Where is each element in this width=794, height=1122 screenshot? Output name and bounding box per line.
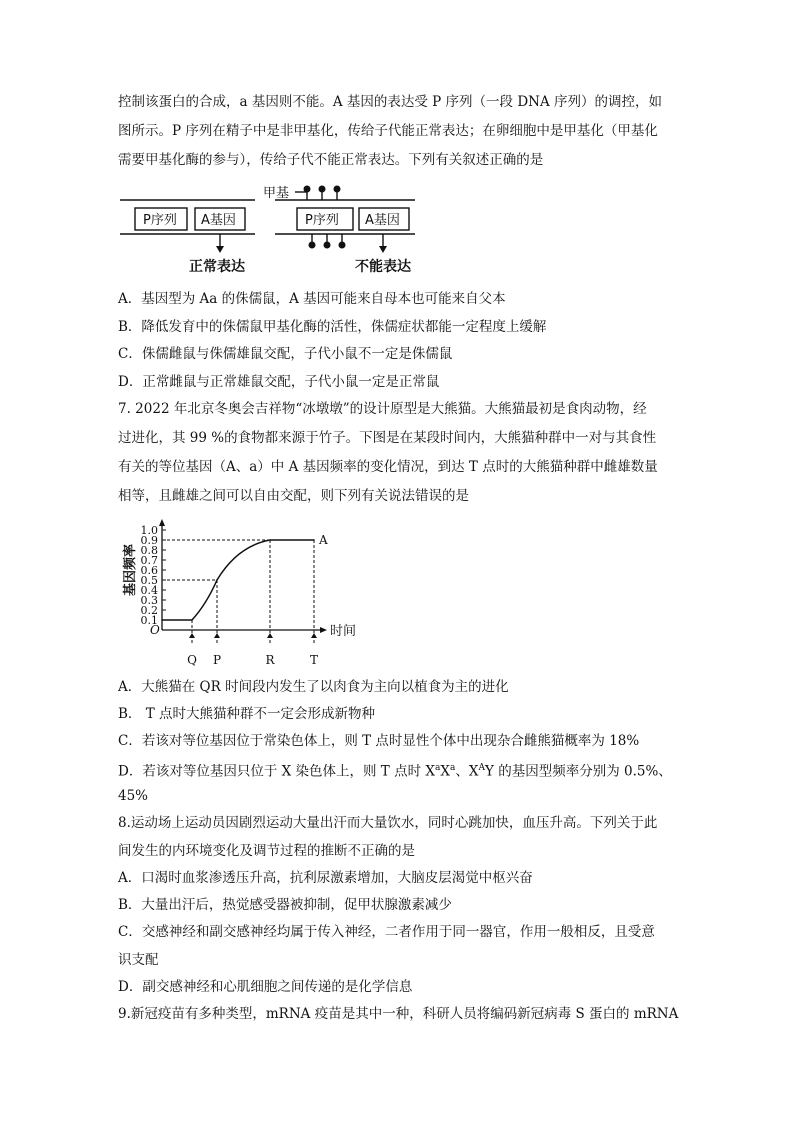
y-tick-label: 0.3 bbox=[140, 594, 158, 607]
normal-expression-label: 正常表达 bbox=[189, 259, 245, 275]
methyl-dot bbox=[339, 242, 346, 249]
q7-option-d-x3: 、X bbox=[455, 763, 479, 780]
q8-option-c-line-1: C．交感神经和副交感神经均属于传入神经，二者作用于同一器官，作用一般相反，且受意 bbox=[118, 924, 655, 940]
y-tick-label: 0.6 bbox=[140, 564, 158, 577]
methylation-diagram bbox=[115, 178, 425, 278]
q6-intro-line-3: 需要甲基化酶的参与），传给子代不能正常表达。下列有关叙述正确的是 bbox=[118, 152, 544, 168]
data-point-Q bbox=[191, 619, 193, 621]
q7-option-d-continuation: 45% bbox=[118, 788, 149, 804]
data-point-P bbox=[216, 579, 218, 581]
data-point-T bbox=[313, 539, 315, 541]
y-tick-label: 0.2 bbox=[140, 604, 158, 617]
q7-option-d-sup1: a bbox=[435, 763, 441, 773]
q9-line-1: 9.新冠疫苗有多种类型，mRNA 疫苗是其中一种，科研人员将编码新冠病毒 S 蛋白的 mRNA bbox=[118, 1006, 679, 1022]
q8-option-c-line-2: 识支配 bbox=[118, 952, 159, 968]
q7-option-d-tail: Y 的基因型频率分别为 0.5%、 bbox=[485, 763, 672, 780]
x-point-arrow-R bbox=[267, 633, 273, 638]
data-point-start bbox=[161, 619, 163, 621]
y-tick-label: 0.5 bbox=[140, 574, 158, 587]
q7-line-4: 相等，且雌雄之间可以自由交配，则下列有关说法错误的是 bbox=[118, 488, 469, 504]
methyl-label: 甲基 bbox=[263, 186, 290, 201]
q7-option-a: A．大熊猫在 QR 时间段内发生了以肉食为主向以植食为主的进化 bbox=[118, 679, 509, 695]
y-tick-label: 0.9 bbox=[140, 534, 158, 547]
q8-option-b: B．大量出汗后，热觉感受器被抑制，促甲状腺激素减少 bbox=[118, 897, 452, 913]
x-point-arrow-P bbox=[214, 633, 220, 638]
x-point-arrow-Q bbox=[189, 633, 195, 638]
x-point-label-R: R bbox=[265, 653, 275, 667]
q7-line-1: 7. 2022 年北京冬奥会吉祥物“冰墩墩”的设计原型是大熊猫。大熊猫最初是食肉动物，经 bbox=[118, 401, 647, 417]
methyl-dot bbox=[319, 186, 326, 193]
q7-option-d-x2: X bbox=[440, 763, 451, 780]
x-axis-label: 时间 bbox=[330, 624, 357, 639]
right-p-sequence-label: P序列 bbox=[305, 213, 339, 228]
methyl-dot bbox=[309, 242, 316, 249]
y-axis-arrow bbox=[159, 519, 165, 526]
x-point-label-T: T bbox=[309, 653, 319, 667]
no-expression-label: 不能表达 bbox=[355, 259, 411, 275]
data-point-R bbox=[269, 539, 271, 541]
methyl-dot bbox=[324, 242, 331, 249]
y-tick-label: 0.8 bbox=[140, 544, 158, 557]
y-tick-label: 0.1 bbox=[140, 614, 158, 627]
q8-option-d: D．副交感神经和心肌细胞之间传递的是化学信息 bbox=[118, 979, 413, 995]
q6-intro-line-2: 图所示。P 序列在精子中是非甲基化，传给子代能正常表达；在卵细胞中是甲基化（甲基化 bbox=[118, 123, 658, 139]
y-tick-label: 0.7 bbox=[140, 554, 158, 567]
q7-option-c: C．若该对等位基因位于常染色体上，则 T 点时显性个体中出现杂合雌熊猫概率为 18% bbox=[118, 733, 640, 749]
q7-option-d-sup2: a bbox=[450, 763, 456, 773]
q7-option-d-text: D．若该对等位基因只位于 X 染色体上，则 T 点时 X bbox=[118, 763, 436, 780]
origin-label: O bbox=[150, 623, 160, 637]
x-point-arrow-T bbox=[311, 633, 317, 638]
y-tick-label: 1.0 bbox=[140, 524, 158, 537]
q6-option-c: C．侏儒雌鼠与侏儒雄鼠交配，子代小鼠不一定是侏儒鼠 bbox=[118, 346, 453, 362]
series-label: A bbox=[319, 533, 328, 547]
q7-option-d bbox=[118, 758, 678, 782]
q7-option-b: B． T 点时大熊猫种群不一定会形成新物种 bbox=[118, 706, 376, 722]
right-a-gene-label: A基因 bbox=[365, 213, 400, 228]
gene-frequency-chart bbox=[120, 512, 380, 672]
methyl-dot bbox=[334, 186, 341, 193]
right-arrow-head bbox=[379, 246, 387, 253]
x-axis-arrow bbox=[320, 627, 327, 633]
q7-line-2: 过进化，其 99 %的食物都来源于竹子。下图是在某段时间内，大熊猫种群中一对与其食性 bbox=[118, 430, 657, 446]
q6-option-d: D．正常雌鼠与正常雄鼠交配，子代小鼠一定是正常鼠 bbox=[118, 374, 440, 390]
left-arrow-head bbox=[216, 246, 224, 253]
methyl-dot bbox=[304, 186, 311, 193]
q8-line-1: 8.运动场上运动员因剧烈运动大量出汗而大量饮水，同时心跳加快，血压升高。下列关于此 bbox=[118, 815, 658, 831]
y-tick-label: 0.4 bbox=[140, 584, 158, 597]
x-point-label-Q: Q bbox=[187, 653, 197, 667]
q8-option-a: A．口渴时血浆渗透压升高，抗利尿激素增加，大脑皮层渴觉中枢兴奋 bbox=[118, 870, 533, 886]
q6-intro-line-1: 控制该蛋白的合成，a 基因则不能。A 基因的表达受 P 序列（一段 DNA 序列）的调控，如 bbox=[118, 94, 663, 110]
q7-line-3: 有关的等位基因（A、a）中 A 基因频率的变化情况，到达 T 点时的大熊猫种群中雌雄数量 bbox=[118, 459, 658, 475]
q6-option-b: B．降低发育中的侏儒鼠甲基化酶的活性，侏儒症状都能一定程度上缓解 bbox=[118, 319, 547, 335]
y-axis-label: 基因频率 bbox=[123, 543, 138, 597]
left-p-sequence-label: P序列 bbox=[143, 213, 177, 228]
left-a-gene-label: A基因 bbox=[201, 213, 236, 228]
q7-option-d-sup3: A bbox=[478, 763, 486, 773]
x-point-label-P: P bbox=[212, 653, 222, 667]
q6-option-a: A．基因型为 Aa 的侏儒鼠，A 基因可能来自母本也可能来自父本 bbox=[118, 291, 506, 307]
q8-line-2: 间发生的内环境变化及调节过程的推断不正确的是 bbox=[118, 843, 415, 859]
